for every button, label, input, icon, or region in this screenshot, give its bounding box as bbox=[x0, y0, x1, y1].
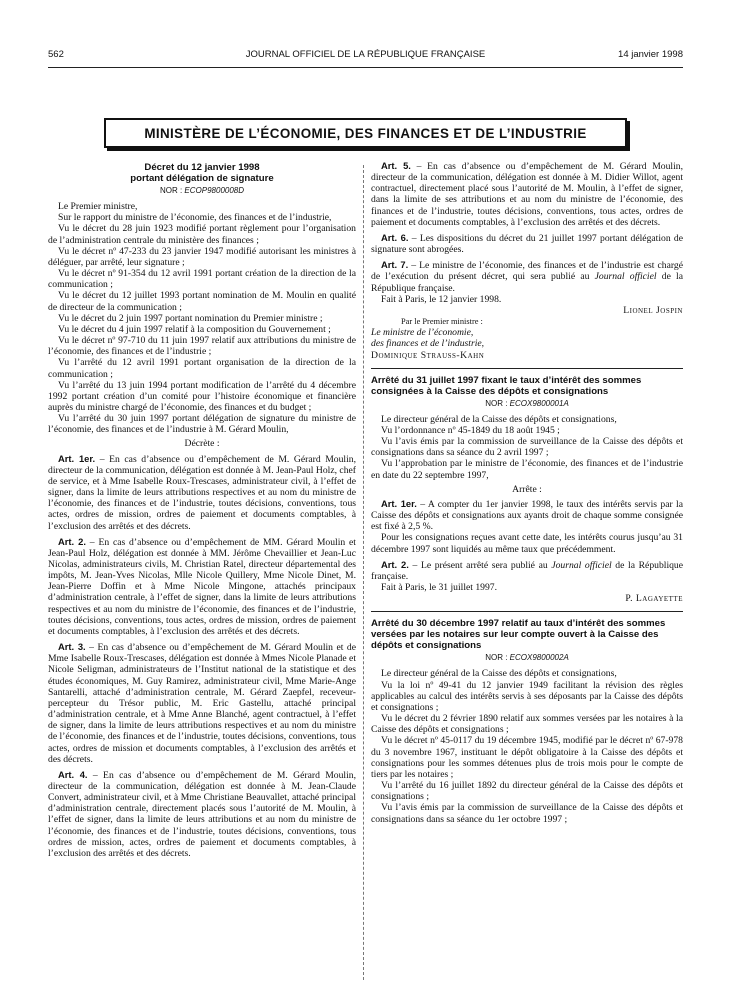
arrete2-paragraph: Vu le décret du 2 février 1890 relatif aux sommes versées par les notaires à la Caisse des dépôts et consignations ; bbox=[371, 713, 683, 736]
arrete1-title: Arrêté du 31 juillet 1997 fixant le taux d’intérêt des sommes consignées à la Caisse des dépôts et consignations bbox=[371, 374, 642, 397]
decree-paragraph: Vu l’arrêté du 30 juin 1997 portant délégation de signature du ministre de l’économie, des finances et de l’industrie à M. Gérard Moulin, bbox=[48, 413, 356, 436]
left-column bbox=[48, 162, 356, 859]
arrete2-title: Arrêté du 30 décembre 1997 relatif au taux d’intérêt des sommes versées par les notaires sur leur compte ouvert à la Caisse des dépôts et consignations bbox=[371, 618, 666, 652]
page-number: 562 bbox=[48, 49, 64, 60]
decree-paragraph: Vu le décret nº 47-233 du 23 janvier 1947 modifié autorisant les ministres à déléguer, par arrêté, leur signature ; bbox=[48, 245, 356, 268]
article-1: Art. 1er. – En cas d’absence ou d’empêchement de M. Gérard Moulin, directeur de la communication, délégation est donnée à M. Jean-Paul Holz, chef de service, et à Mme Isabelle Roux-Trescases, administrateur civil, à l’effet de signer, dans la limite de leurs attributions respectives et au nom du ministre de l’économie, des finances et de l’industrie, toutes décisions, conventions, tous actes, ordres de mission, ordres de paiement et documents comptables, à l’exclusion des arrêtés et des décrets. bbox=[48, 452, 356, 532]
par-le-premier-ministre: Par le Premier ministre : bbox=[401, 317, 483, 327]
right-column bbox=[371, 160, 683, 825]
arrete2-paragraph: Vu le décret nº 45-0117 du 19 décembre 1945, modifié par le décret nº 67-978 du 3 novembre 1967, instituant le dépôt obligatoire à la Caisse des dépôts et consignations pour les sommes détenues plus de trois mois pour le compte de tiers par les notaires ; bbox=[371, 735, 683, 780]
article-6: Art. 6. – Les dispositions du décret du 21 juillet 1997 portant délégation de signature sont abrogées. bbox=[371, 231, 684, 256]
decree-paragraph: Vu le décret du 2 juin 1997 portant nomination du Premier ministre ; bbox=[58, 312, 323, 324]
arrete1-article-1-cont: Pour les consignations reçues avant cette date, les intérêts courus jusqu’au 31 décembre 1997 sont liquidés au même taux que précédemment. bbox=[371, 532, 683, 555]
article-4: Art. 4. – En cas d’absence ou d’empêchement de M. Gérard Moulin, directeur de la communication, délégation est donnée à M. Jean-Claude Convert, administrateur civil, et à Mme Christiane Beauvallet, attaché principal d’administration centrale, directement placés sous l’autorité de M. Moulin, à l’effet de signer, dans la limite de leurs attributions et au nom du ministre de l’économie, des finances et de l’industrie, toutes décisions, conventions, tous ordres de mission, actes, ordres de paiement et documents comptables, à l’exclusion des arrêtés et des décrets. bbox=[48, 768, 356, 859]
section-rule bbox=[371, 368, 683, 369]
decree-signatory: Lionel Jospin bbox=[623, 304, 683, 316]
arrete1-paragraph: Le directeur général de la Caisse des dépôts et consignations, bbox=[381, 413, 617, 425]
article-3: Art. 3. – En cas d’absence ou d’empêchement de M. Gérard Moulin et de Mme Isabelle Roux-Trescases, délégation est donnée à Mmes Nicole Planade et Nicole Seligman, administrateurs de l’Institut national de la statistique et des études économiques, M. Guy Ramirez, administrateur civil, Mme Marie-Ange Santarelli, attaché d’administration centrale, M. Gérard Zaepfel, receveur-percepteur du Trésor public, M. Eric Gastellu, attaché principal d’administration centrale, et à Mme Anne Blanché, agent contractuel, à l’effet de signer, dans la limite de leurs attributions respectives et au nom du ministre de l’économie, des finances et de l’industrie, toutes décisions, conventions, tous actes, ordres de mission et documents comptables, à l’exclusion des arrêtés et des décrets. bbox=[48, 641, 356, 765]
header-date: 14 janvier 1998 bbox=[618, 49, 683, 60]
ministry-banner: MINISTÈRE DE L’ÉCONOMIE, DES FINANCES ET DE L’INDUSTRIE bbox=[104, 118, 627, 148]
arrete1-paragraph: Vu l’ordonnance nº 45-1849 du 18 août 1945 ; bbox=[381, 424, 560, 436]
minister-title: des finances et de l’industrie, bbox=[371, 338, 485, 350]
decree-paragraph: Sur le rapport du ministre de l’économie, des finances et de l’industrie, bbox=[58, 212, 332, 224]
arrete1-paragraph: Vu l’avis émis par la commission de surveillance de la Caisse des dépôts et consignations dans sa séance du 2 avril 1997 ; bbox=[371, 436, 683, 459]
arrete1-paragraph: Vu l’approbation par le ministre de l’économie, des finances et de l’industrie en date du 22 septembre 1997, bbox=[371, 458, 683, 481]
header-rule bbox=[48, 67, 683, 68]
column-divider bbox=[363, 165, 364, 980]
article-7: Art. 7. – Le ministre de l’économie, des finances et de l’industrie est chargé de l’exécution du présent décret, qui sera publié au Journal officiel de la République française. bbox=[371, 259, 684, 294]
decrete-heading: Décrète : bbox=[184, 438, 220, 450]
section-rule bbox=[371, 611, 683, 612]
arrete1-signatory: P. Lagayette bbox=[625, 593, 683, 605]
arrete2-paragraph: Vu la loi nº 49-41 du 12 janvier 1949 facilitant la révision des règles applicables au calcul des intérêts servis à ses déposants par la Caisse des dépôts et consignations ; bbox=[371, 679, 683, 713]
decree-paragraph: Vu le décret nº 97-710 du 11 juin 1997 relatif aux attributions du ministre de l’économie, des finances et de l’industrie ; bbox=[48, 335, 356, 358]
decree-nor: NOR : ECOP9800008D bbox=[159, 186, 245, 195]
decree-paragraph: Vu le décret du 28 juin 1923 modifié portant règlement pour l’organisation de l’administration centrale du ministère des finances ; bbox=[48, 223, 356, 246]
arrete2-paragraph: Vu l’arrêté du 16 juillet 1892 du directeur général de la Caisse des dépôts et consignations ; bbox=[371, 780, 683, 803]
arrete2-paragraph: Vu l’avis émis par la commission de surveillance de la Caisse des dépôts et consignations dans sa séance du 1er octobre 1997 ; bbox=[371, 802, 683, 825]
article-5: Art. 5. – En cas d’absence ou d’empêchement de M. Gérard Moulin, directeur de la communication, délégation est donnée à M. Didier Willot, agent contractuel, directement placé sous l’autorité de M. Moulin, à l’effet de signer, dans la limite de ses attributions et au nom du ministre de l’économie, des finances et de l’industrie, toutes décisions, conventions, tous actes, ordres de paiement et documents comptables, à l’exclusion des arrêtés et des décrets. bbox=[371, 160, 683, 228]
arrete1-article-2: Art. 2. – Le présent arrêté sera publié au Journal officiel de la République française. bbox=[371, 558, 684, 582]
arrete1-article-1: Art. 1er. – A compter du 1er janvier 1998, le taux des intérêts servis par la Caisse des dépôts et consignations aux ayants droit de chaque somme consignée est fixé à 2,5 %. bbox=[371, 497, 683, 533]
decree-paragraph: Le Premier ministre, bbox=[58, 201, 138, 213]
decree-paragraph: Vu l’arrêté du 12 avril 1991 portant organisation de la direction de la communication ; bbox=[48, 357, 356, 380]
journal-title: JOURNAL OFFICIEL DE LA RÉPUBLIQUE FRANÇAISE bbox=[245, 49, 486, 60]
minister-title: Le ministre de l’économie, bbox=[371, 327, 474, 339]
arrete1-nor: NOR : ECOX9800001A bbox=[485, 398, 569, 408]
page-header bbox=[48, 49, 683, 63]
decree-paragraph: Vu le décret du 4 juin 1997 relatif à la composition du Gouvernement ; bbox=[58, 323, 331, 335]
decree-title: Décret du 12 janvier 1998 portant délégation de signature bbox=[130, 162, 274, 184]
decree-place-date: Fait à Paris, le 12 janvier 1998. bbox=[381, 293, 502, 305]
arrete-heading: Arrête : bbox=[512, 483, 542, 495]
decree-paragraph: Vu le décret nº 91-354 du 12 avril 1991 portant création de la direction de la communication ; bbox=[48, 268, 356, 291]
arrete2-nor: NOR : ECOX9800002A bbox=[485, 653, 569, 663]
minister-name: Dominique Strauss-Kahn bbox=[371, 349, 485, 361]
decree-paragraph: Vu l’arrêté du 13 juin 1994 portant modification de l’arrêté du 4 décembre 1992 portant création d’un comité pour l’histoire économique et financière auprès du ministre chargé de l’économie, des finances et du budget ; bbox=[48, 379, 356, 413]
arrete1-place-date: Fait à Paris, le 31 juillet 1997. bbox=[381, 582, 498, 593]
article-2: Art. 2. – En cas d’absence ou d’empêchement de MM. Gérard Moulin et Jean-Paul Holz, délégation est donnée à MM. Jérôme Chevaillier et Jean-Luc Nicolas, administrateurs civils, M. Christian Ratel, directeur départemental des impôts, M. Jean-Yves Nicolas, Mlle Nicole Quillery, Mme Nicole Dinet, M. Jean-Pierre Doffin et à Mme Nicole Mingone, attachés principaux d’administration centrale, à l’effet de signer, dans la limite de leurs attributions respectives et au nom du ministre de l’économie, des finances et de l’industrie, toutes décisions, conventions, tous actes, ordres de mission, ordres de paiement et documents comptables, à l’exclusion des arrêtés et des décrets. bbox=[48, 535, 356, 637]
decree-paragraph: Vu le décret du 12 juillet 1993 portant nomination de M. Moulin en qualité de directeur de la communication ; bbox=[48, 290, 356, 313]
arrete2-paragraph: Le directeur général de la Caisse des dépôts et consignations, bbox=[381, 668, 617, 680]
